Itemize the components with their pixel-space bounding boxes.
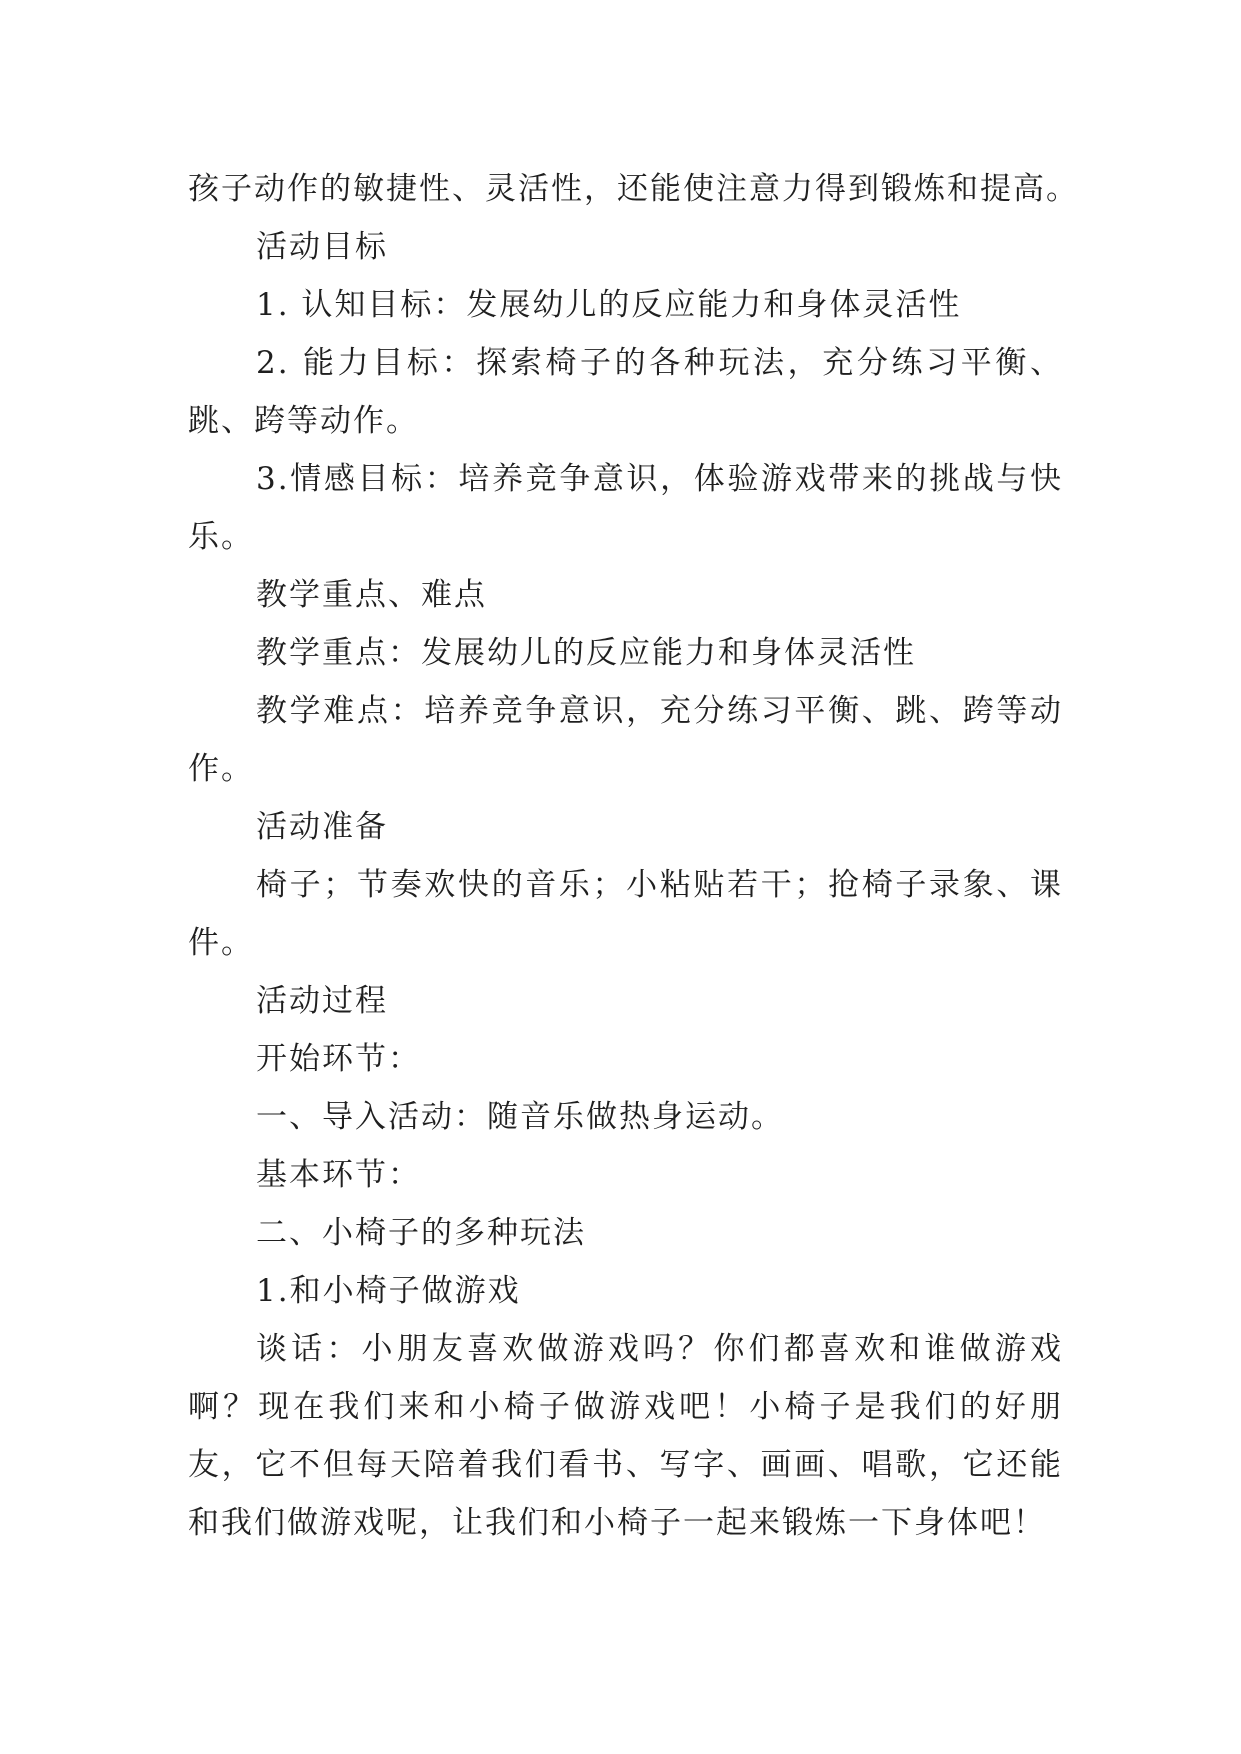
basic-activity-heading: 二、小椅子的多种玩法 bbox=[256, 1215, 586, 1251]
paragraph-line: 孩子动作的敏捷性、灵活性，还能使注意力得到锻炼和提高。 bbox=[188, 171, 1079, 207]
teaching-key-point: 教学重点：发展幼儿的反应能力和身体灵活性 bbox=[256, 635, 916, 671]
stage-heading-opening: 开始环节： bbox=[256, 1041, 421, 1077]
section-heading-process: 活动过程 bbox=[256, 983, 388, 1019]
dialogue-paragraph-line: 啊？现在我们来和小椅子做游戏吧！小椅子是我们的好朋 bbox=[188, 1389, 1063, 1425]
section-heading-activity-goals: 活动目标 bbox=[256, 229, 388, 265]
stage-heading-basic: 基本环节： bbox=[256, 1157, 421, 1193]
teaching-difficulty-continued: 作。 bbox=[188, 751, 254, 787]
teaching-difficulty: 教学难点：培养竞争意识，充分练习平衡、跳、跨等动 bbox=[256, 693, 1063, 729]
section-heading-key-points: 教学重点、难点 bbox=[256, 577, 487, 613]
dialogue-paragraph-line: 友，它不但每天陪着我们看书、写字、画画、唱歌，它还能 bbox=[188, 1447, 1063, 1483]
section-heading-preparation: 活动准备 bbox=[256, 809, 388, 845]
preparation-items: 椅子；节奏欢快的音乐；小粘贴若干；抢椅子录象、课 bbox=[256, 867, 1063, 903]
preparation-items-continued: 件。 bbox=[188, 925, 254, 961]
basic-activity-subheading: 1.和小椅子做游戏 bbox=[256, 1273, 521, 1309]
goal-item-ability: 2. 能力目标：探索椅子的各种玩法，充分练习平衡、 bbox=[256, 345, 1063, 381]
goal-item-ability-continued: 跳、跨等动作。 bbox=[188, 403, 419, 439]
goal-item-emotional-continued: 乐。 bbox=[188, 519, 254, 555]
goal-item-cognitive: 1. 认知目标：发展幼儿的反应能力和身体灵活性 bbox=[256, 287, 962, 323]
document-body bbox=[188, 160, 1079, 1552]
dialogue-paragraph-line: 和我们做游戏呢，让我们和小椅子一起来锻炼一下身体吧！ bbox=[188, 1505, 1046, 1541]
opening-activity: 一、导入活动：随音乐做热身运动。 bbox=[256, 1099, 784, 1135]
dialogue-paragraph-line: 谈话：小朋友喜欢做游戏吗？你们都喜欢和谁做游戏 bbox=[256, 1331, 1063, 1367]
goal-item-emotional: 3.情感目标：培养竞争意识，体验游戏带来的挑战与快 bbox=[256, 461, 1063, 497]
